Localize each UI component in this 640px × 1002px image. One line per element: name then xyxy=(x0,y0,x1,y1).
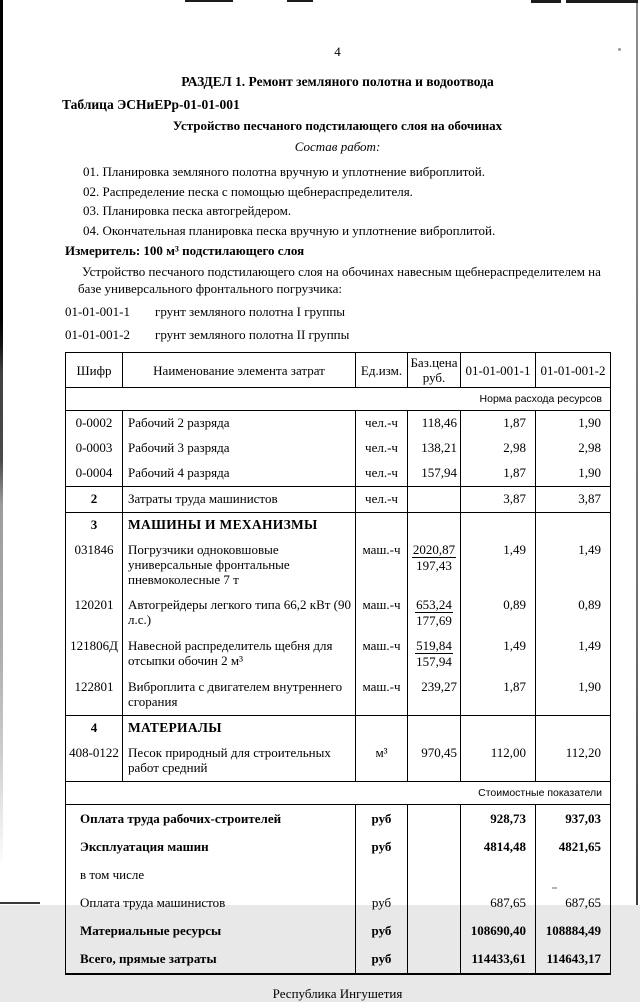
unit-cell: чел.-ч xyxy=(356,436,408,461)
price-cell xyxy=(408,945,461,974)
code-cell: 121806Д xyxy=(70,638,118,653)
price-cell xyxy=(408,917,461,945)
work-title: Устройство песчаного подстилающего слоя на обочинах xyxy=(172,118,503,133)
table-row xyxy=(66,538,611,593)
code-cell: 2 xyxy=(66,487,123,513)
code-cell: 4 xyxy=(90,720,98,735)
value-cell: 1,49 xyxy=(461,538,536,593)
cost-row-label: в том числе xyxy=(80,867,145,882)
table-note-label: Стоимостные показатели xyxy=(66,782,611,805)
value-cell: 3,87 xyxy=(536,487,611,513)
price-cell xyxy=(408,833,461,861)
price-cell: 970,45 xyxy=(408,741,461,782)
unit-cell: чел.-ч xyxy=(356,411,408,437)
unit-cell xyxy=(356,716,408,742)
value-cell: 108884,49 xyxy=(536,917,611,945)
name-cell: Рабочий 4 разряда xyxy=(123,461,356,487)
unit-cell: руб xyxy=(356,917,408,945)
unit-cell: чел.-ч xyxy=(356,461,408,487)
code-cell: 408-0122 xyxy=(66,741,123,782)
norm-variant-code: 01-01-001-2 xyxy=(65,327,130,342)
norm-variant-row xyxy=(65,326,610,343)
value-cell: 1,90 xyxy=(536,675,611,716)
table-note-row xyxy=(66,782,611,805)
name-cell: Виброплита с двигателем внутреннего сгорания xyxy=(123,675,356,716)
table-row xyxy=(66,889,611,917)
name-cell: Песок природный для строительных работ средний xyxy=(123,741,356,782)
unit-cell xyxy=(356,861,408,889)
unit-cell: маш.-ч xyxy=(356,675,408,716)
value-cell: 3,87 xyxy=(461,487,536,513)
value-cell: 937,03 xyxy=(536,805,611,834)
value-cell: 2,98 xyxy=(536,436,611,461)
scan-left-edge-artifact xyxy=(0,0,3,885)
value-cell: 1,87 xyxy=(461,461,536,487)
value-cell xyxy=(536,861,611,889)
cost-row-label: Оплата труда машинистов xyxy=(80,895,226,910)
table-row xyxy=(66,675,611,716)
price-current: 519,84 xyxy=(416,638,452,653)
price-base: 177,69 xyxy=(416,613,452,628)
table-row xyxy=(66,593,611,634)
code-cell: 3 xyxy=(90,517,98,532)
code-cell: 0-0002 xyxy=(75,415,113,430)
price-cell: 138,21 xyxy=(408,436,461,461)
table-row xyxy=(66,805,611,834)
name-cell: МАШИНЫ И МЕХАНИЗМЫ xyxy=(123,513,356,539)
table-row xyxy=(66,861,611,889)
price-cell xyxy=(408,487,461,513)
table-row xyxy=(66,411,611,437)
price-cell: 157,94 xyxy=(408,461,461,487)
composition-label: Состав работ: xyxy=(294,139,381,154)
value-cell: 1,49 xyxy=(461,634,536,675)
table-row xyxy=(66,833,611,861)
value-cell: 687,65 xyxy=(461,889,536,917)
resource-table-body xyxy=(66,388,611,975)
value-cell: 1,87 xyxy=(461,675,536,716)
cost-row-label: Всего, прямые затраты xyxy=(80,951,217,966)
value-cell: 4821,65 xyxy=(536,833,611,861)
table-row xyxy=(66,716,611,742)
unit-cell: м³ xyxy=(356,741,408,782)
table-label: Таблица ЭСНиЕРр-01-01-001 xyxy=(62,97,240,112)
unit-cell: руб xyxy=(356,945,408,974)
work-item: 03. Планировка песка автогрейдером. xyxy=(83,203,292,218)
table-row xyxy=(66,513,611,539)
price-cell xyxy=(408,889,461,917)
code-cell: 0-0003 xyxy=(75,440,113,455)
norm-variant-code: 01-01-001-1 xyxy=(65,304,130,319)
norm-variant-name: грунт земляного полотна I группы xyxy=(155,304,346,319)
scan-speck-artifact xyxy=(618,48,621,51)
work-item: 04. Окончательная планировка песка вручную и уплотнение виброплитой. xyxy=(83,222,496,238)
value-cell: 1,49 xyxy=(536,538,611,593)
unit-cell: чел.-ч xyxy=(356,487,408,513)
unit-cell: руб xyxy=(356,889,408,917)
table-header-row xyxy=(66,353,611,388)
page-number: 4 xyxy=(334,44,341,59)
work-items-list xyxy=(65,162,610,240)
table-note-row xyxy=(66,388,611,411)
value-cell: 0,89 xyxy=(461,593,536,634)
cost-row-label: Эксплуатация машин xyxy=(80,839,209,854)
price-current: 653,24 xyxy=(416,597,452,612)
code-cell: 031846 xyxy=(74,542,114,557)
column-header-norm1: 01-01-001-1 xyxy=(461,353,536,388)
unit-cell: маш.-ч xyxy=(356,593,408,634)
table-row xyxy=(66,945,611,974)
unit-cell: руб xyxy=(356,833,408,861)
value-cell: 112,20 xyxy=(536,741,611,782)
document-content xyxy=(62,0,610,1002)
unit-cell xyxy=(356,513,408,539)
name-cell: МАТЕРИАЛЫ xyxy=(123,716,356,742)
price-cell xyxy=(408,513,461,539)
table-row xyxy=(66,741,611,782)
value-cell: 1,90 xyxy=(536,461,611,487)
value-cell xyxy=(461,716,536,742)
page-footer: Республика Ингушетия xyxy=(272,986,403,1001)
value-cell xyxy=(461,513,536,539)
value-cell: 1,87 xyxy=(461,411,536,437)
table-note-label: Норма расхода ресурсов xyxy=(66,388,611,411)
norm-variant-row xyxy=(65,303,610,320)
value-cell: 114643,17 xyxy=(536,945,611,974)
name-cell: Рабочий 3 разряда xyxy=(123,436,356,461)
value-cell: 114433,61 xyxy=(461,945,536,974)
price-base: 157,94 xyxy=(416,654,452,669)
table-row xyxy=(66,461,611,487)
scan-bottom-dash-artifact xyxy=(0,902,40,904)
name-cell: Автогрейдеры легкого типа 66,2 кВт (90 л.с.) xyxy=(123,593,356,634)
price-cell xyxy=(408,716,461,742)
price-cell: 239,27 xyxy=(408,675,461,716)
table-row xyxy=(66,917,611,945)
value-cell: 108690,40 xyxy=(461,917,536,945)
value-cell xyxy=(536,716,611,742)
name-cell: Рабочий 2 разряда xyxy=(123,411,356,437)
table-row xyxy=(66,634,611,675)
cost-row-label: Материальные ресурсы xyxy=(80,923,222,938)
value-cell xyxy=(536,513,611,539)
value-cell: 112,00 xyxy=(461,741,536,782)
price-cell xyxy=(408,805,461,834)
work-item: 02. Распределение песка с помощью щебнераспределителя. xyxy=(83,183,413,199)
work-description: Устройство песчаного подстилающего слоя на обочинах навесным щебнераспределителем на базе универсального фронтального погрузчика: xyxy=(78,264,601,296)
unit-cell: маш.-ч xyxy=(356,634,408,675)
scan-right-edge-artifact xyxy=(636,0,638,905)
value-cell: 4814,48 xyxy=(461,833,536,861)
norm-variant-name: грунт земляного полотна II группы xyxy=(155,327,350,342)
price-cell xyxy=(408,538,461,593)
column-header-norm2: 01-01-001-2 xyxy=(536,353,611,388)
price-cell xyxy=(408,634,461,675)
column-header-unit: Ед.изм. xyxy=(356,353,408,388)
work-item: 01. Планировка земляного полотна вручную и уплотнение виброплитой. xyxy=(83,164,485,179)
unit-cell: маш.-ч xyxy=(356,538,408,593)
column-header-name: Наименование элемента затрат xyxy=(123,353,356,388)
name-cell: Затраты труда машинистов xyxy=(123,487,356,513)
value-cell: 0,89 xyxy=(536,593,611,634)
measurer-label: Измеритель: 100 м³ подстилающего слоя xyxy=(65,243,305,258)
value-cell xyxy=(461,861,536,889)
value-cell: 928,73 xyxy=(461,805,536,834)
code-cell: 120201 xyxy=(74,597,114,612)
price-base: 197,43 xyxy=(416,558,452,573)
cost-row-label: Оплата труда рабочих-строителей xyxy=(80,811,282,826)
table-row xyxy=(66,436,611,461)
section-title: РАЗДЕЛ 1. Ремонт земляного полотна и водоотвода xyxy=(181,74,494,89)
column-header-price: Баз.цена руб. xyxy=(408,353,461,388)
value-cell: 687,65 xyxy=(536,889,611,917)
value-cell: 2,98 xyxy=(461,436,536,461)
name-cell: Погрузчики одноковшовые универсальные фронтальные пневмоколесные 7 т xyxy=(123,538,356,593)
name-cell: Навесной распределитель щебня для отсыпки обочин 2 м³ xyxy=(123,634,356,675)
value-cell: 1,49 xyxy=(536,634,611,675)
code-cell: 122801 xyxy=(66,675,123,716)
unit-cell: руб xyxy=(356,805,408,834)
column-header-code: Шифр xyxy=(66,353,123,388)
price-cell xyxy=(408,593,461,634)
value-cell: 1,90 xyxy=(536,411,611,437)
price-cell: 118,46 xyxy=(408,411,461,437)
resource-norm-table xyxy=(65,352,611,975)
table-row xyxy=(66,487,611,513)
price-cell xyxy=(408,861,461,889)
code-cell: 0-0004 xyxy=(66,461,123,487)
price-current: 2020,87 xyxy=(412,542,456,557)
